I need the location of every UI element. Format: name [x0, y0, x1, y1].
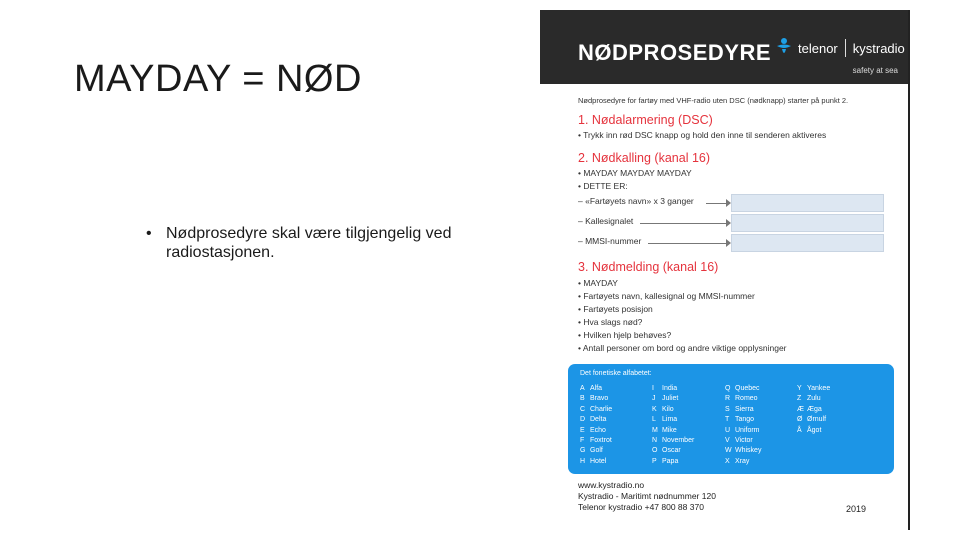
alphabet-word: Golf [590, 447, 603, 455]
fill-in-box[interactable] [731, 234, 884, 252]
alphabet-letter: C [580, 405, 586, 413]
bullet-text: Nødprosedyre skal være tilgjengelig ved radiostasjonen. [166, 225, 452, 261]
section-1-item: • Trykk inn rød DSC knapp og hold den inne til senderen aktiveres [578, 130, 827, 140]
alphabet-entry [652, 426, 694, 436]
section-3-item: • Fartøyets navn, kallesignal og MMSI-nummer [578, 291, 755, 301]
alphabet-word: India [662, 385, 678, 392]
alphabet-entry [652, 457, 694, 467]
field-label: – Kallesignalet [578, 216, 634, 226]
alphabet-word: Delta [590, 416, 607, 424]
alphabet-entry [580, 436, 612, 446]
alphabet-word: Whiskey [735, 447, 762, 455]
alphabet-letter: A [580, 385, 585, 392]
alphabet-word: Yankee [807, 385, 831, 392]
alphabet-word: Tango [735, 416, 755, 424]
alphabet-letter: D [580, 416, 586, 424]
alphabet-word: Zulu [807, 395, 821, 403]
poster-footer [578, 480, 716, 513]
alphabet-letter: Å [797, 426, 802, 434]
alphabet-letter: H [580, 457, 586, 465]
section-title-1: 1. Nødalarmering (DSC) [578, 113, 713, 127]
alphabet-entry [652, 446, 694, 456]
emergency-procedure-poster [540, 10, 910, 530]
fill-in-box[interactable] [731, 194, 884, 212]
section-3-item: • MAYDAY [578, 278, 618, 288]
alphabet-entry [652, 415, 694, 425]
alphabet-word: Kilo [662, 405, 674, 413]
alphabet-letter: P [652, 457, 657, 465]
alphabet-word: Juliet [662, 395, 679, 403]
alphabet-word: Alfa [590, 385, 603, 392]
alphabet-letter: G [580, 447, 586, 455]
field-label: – «Fartøyets navn» x 3 ganger [578, 196, 694, 206]
alphabet-column [725, 384, 761, 467]
phonetic-alphabet-title: Det fonetiske alfabetet: [580, 370, 652, 377]
bullet-list [146, 224, 476, 262]
alphabet-letter: E [580, 426, 585, 434]
alphabet-entry [797, 415, 830, 425]
alphabet-word: Foxtrot [590, 437, 612, 445]
alphabet-entry [725, 426, 761, 436]
alphabet-word: Æga [807, 405, 822, 413]
alphabet-word: Ågot [807, 426, 822, 434]
alphabet-letter: Y [797, 385, 802, 392]
alphabet-entry [797, 394, 830, 404]
brand-tagline: safety at sea [852, 66, 898, 75]
section-title-3: 3. Nødmelding (kanal 16) [578, 260, 719, 274]
alphabet-entry [580, 405, 612, 415]
section-3-item: • Hva slags nød? [578, 317, 643, 327]
poster-intro: Nødprosedyre for fartøy med VHF-radio uten DSC (nødknapp) starter på punkt 2. [578, 96, 849, 105]
brand-name-kystradio: kystradio [852, 40, 905, 56]
alphabet-entry [580, 415, 612, 425]
alphabet-letter: Æ [797, 405, 804, 413]
brand-divider [845, 39, 846, 57]
alphabet-letter: B [580, 395, 585, 403]
alphabet-entry [652, 394, 694, 404]
alphabet-word: Hotel [590, 457, 607, 465]
alphabet-letter: J [652, 395, 656, 403]
alphabet-entry [580, 394, 612, 404]
alphabet-letter: R [725, 395, 731, 403]
alphabet-entry [725, 436, 761, 446]
section-3-item: • Fartøyets posisjon [578, 304, 653, 314]
brand [774, 36, 905, 60]
alphabet-letter: K [652, 405, 657, 413]
footer-phone: Telenor kystradio +47 800 88 370 [578, 502, 704, 512]
alphabet-entry [580, 457, 612, 467]
alphabet-word: Oscar [662, 447, 681, 455]
alphabet-entry [580, 426, 612, 436]
alphabet-entry [797, 384, 830, 394]
alphabet-letter: Q [725, 385, 731, 392]
alphabet-letter: X [725, 457, 730, 465]
alphabet-entry [725, 394, 761, 404]
field-row-callsign [578, 214, 884, 230]
fill-in-box[interactable] [731, 214, 884, 232]
alphabet-column [580, 384, 612, 467]
alphabet-letter: S [725, 405, 730, 413]
alphabet-word: Echo [590, 426, 606, 434]
poster-title: NØDPROSEDYRE [578, 40, 772, 65]
alphabet-letter: T [725, 416, 730, 424]
section-3-item: • Antall personer om bord og andre viktige opplysninger [578, 343, 787, 353]
alphabet-letter: U [725, 426, 731, 434]
alphabet-entry [797, 426, 830, 436]
slide-title: MAYDAY = NØD [74, 58, 362, 100]
alphabet-word: Bravo [590, 395, 609, 403]
alphabet-entry [580, 384, 612, 394]
alphabet-entry [652, 384, 694, 394]
field-row-vessel-name [578, 194, 884, 210]
field-label: – MMSI-nummer [578, 236, 642, 246]
poster-header [540, 10, 910, 84]
footer-website: www.kystradio.no [578, 480, 645, 490]
alphabet-letter: I [652, 385, 654, 392]
poster-year: 2019 [846, 504, 867, 514]
alphabet-letter: Ø [797, 416, 803, 424]
field-row-mmsi [578, 234, 884, 250]
alphabet-word: Lima [662, 416, 678, 424]
alphabet-entry [725, 446, 761, 456]
alphabet-letter: V [725, 437, 730, 445]
alphabet-entry [652, 436, 694, 446]
alphabet-letter: O [652, 447, 658, 455]
section-title-2: 2. Nødkalling (kanal 16) [578, 151, 711, 165]
telenor-logo-icon [774, 37, 794, 59]
alphabet-letter: W [725, 447, 732, 455]
alphabet-letter: L [652, 416, 656, 424]
alphabet-letter: Z [797, 395, 802, 403]
alphabet-entry [725, 384, 761, 394]
alphabet-word: Victor [735, 437, 753, 445]
alphabet-entry [580, 446, 612, 456]
footer-emergency-number: Kystradio - Maritimt nødnummer 120 [578, 491, 716, 501]
section-2-item: • MAYDAY MAYDAY MAYDAY [578, 168, 692, 178]
alphabet-word: Mike [662, 426, 677, 434]
alphabet-word: Quebec [735, 385, 760, 392]
alphabet-word: November [662, 437, 695, 445]
brand-name-telenor: telenor [798, 40, 838, 56]
section-3-item: • Hvilken hjelp behøves? [578, 330, 672, 340]
alphabet-letter: M [652, 426, 658, 434]
alphabet-word: Romeo [735, 395, 758, 403]
alphabet-entry [725, 405, 761, 415]
alphabet-entry [725, 457, 761, 467]
alphabet-entry [652, 405, 694, 415]
phonetic-alphabet-box [568, 364, 894, 474]
bullet-item [146, 224, 476, 262]
alphabet-letter: N [652, 437, 658, 445]
bullet-dot: • [146, 225, 152, 242]
alphabet-word: Papa [662, 457, 679, 465]
section-2-item: • DETTE ER: [578, 181, 628, 191]
alphabet-word: Charlie [590, 405, 613, 413]
alphabet-entry [797, 405, 830, 415]
alphabet-entry [725, 415, 761, 425]
alphabet-word: Ørnulf [807, 416, 827, 424]
alphabet-word: Sierra [735, 405, 754, 413]
alphabet-column [652, 384, 694, 467]
alphabet-word: Xray [735, 457, 750, 465]
alphabet-column [797, 384, 830, 436]
alphabet-letter: F [580, 437, 585, 445]
alphabet-word: Uniform [735, 426, 760, 434]
